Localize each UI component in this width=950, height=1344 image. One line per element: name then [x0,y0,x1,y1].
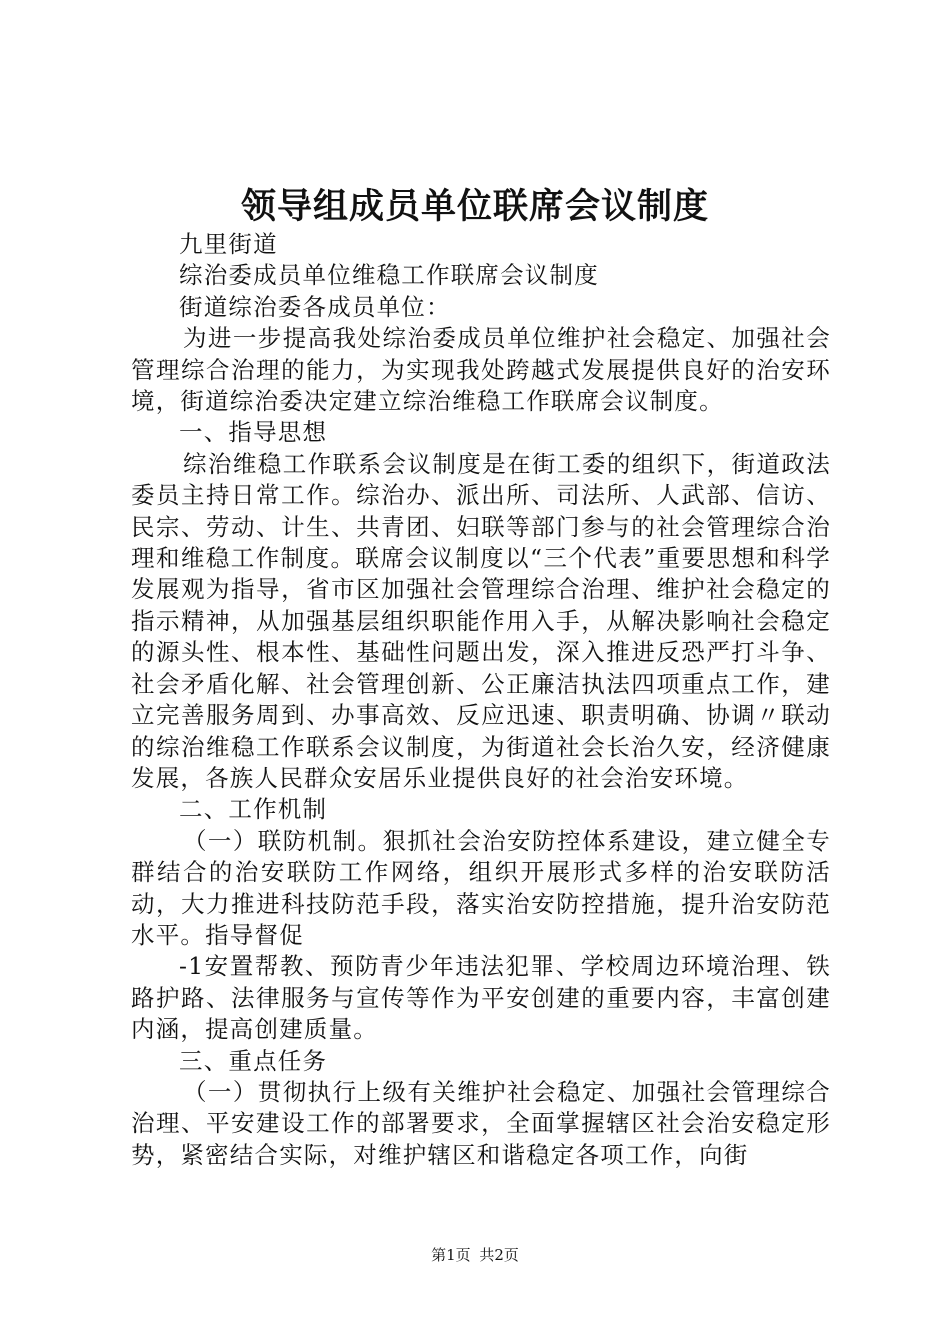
document-title: 领导组成员单位联席会议制度 [240,186,709,227]
page-number: 第1页 [431,1246,471,1264]
page-footer [0,1244,950,1266]
paragraph-intro: 为进一步提高我处综治委成员单位维护社会稳定、加强社会管理综合治理的能力，为实现我处跨越式发展提供良好的治安环境，街道综治委决定建立综治维稳工作联席会议制度。 [131,324,831,416]
document-body [131,229,831,1171]
section-heading-key-tasks: 三、重点任务 [179,1046,328,1075]
section-heading-work-mechanism: 二、工作机制 [179,795,328,824]
paragraph-key-task-1: （一）贯彻执行上级有关维护社会稳定、加强社会管理综合治理、平安建设工作的部署要求，全面掌握辖区社会治安稳定形势，紧密结合实际，对维护辖区和谐稳定各项工作，向街 [131,1077,831,1169]
section-heading-guiding-ideology: 一、指导思想 [179,418,328,447]
paragraph-street-name: 九里街道 [179,230,278,258]
paragraph-subtitle: 综治委成员单位维稳工作联席会议制度 [179,261,599,290]
paragraph-salutation: 街道综治委各成员单位： [179,292,451,321]
paragraph-joint-defense: （一）联防机制。狠抓社会治安防控体系建设，建立健全专群结合的治安联防工作网络，组织开展形式多样的治安联防活动，大力推进科技防范手段，落实治安防控措施，提升治安防范水平。指导督促 [131,826,831,949]
paragraph-resettlement: -1安置帮教、预防青少年违法犯罪、学校周边环境治理、铁路护路、法律服务与宣传等作为平安创建的重要内容，丰富创建内涵，提高创建质量。 [131,952,831,1044]
page-total: 共2页 [479,1246,519,1264]
paragraph-guiding-ideology: 综治维稳工作联系会议制度是在街工委的组织下，街道政法委员主持日常工作。综治办、派出所、司法所、人武部、信访、民宗、劳动、计生、共青团、妇联等部门参与的社会管理综合治理和维稳工作制度。联席会议制度以“三个代表”重要思想和科学发展观为指导，省市区加强社会管理综合治理、维护社会稳定的指示精神，从加强基层组织职能作用入手，从解决影响社会稳定的源头性、根本性、基础性问题出发，深入推进反恐严打斗争、社会矛盾化解、社会管理创新、公正廉洁执法四项重点工作，建立完善服务周到、办事高效、反应迅速、职责明确、协调〃联动的综治维稳工作联系会议制度，为街道社会长治久安，经济健康发展，各族人民群众安居乐业提供良好的社会治安环境。 [131,449,831,792]
